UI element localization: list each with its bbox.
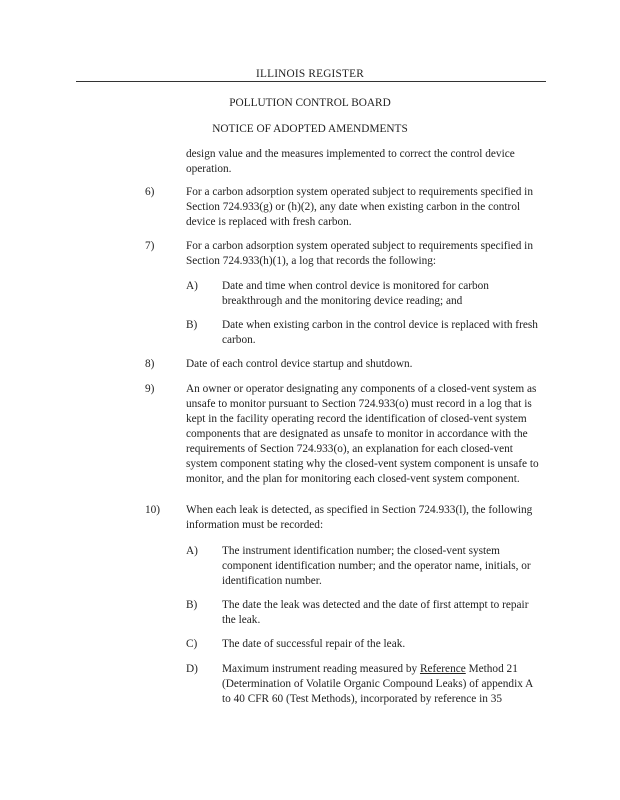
subitem-text: The instrument identification number; the closed-vent system component identification number; and the operator name, initials, or identification number. (222, 545, 531, 587)
item-number: 7) (145, 240, 155, 252)
subitem-letter: B) (186, 599, 198, 611)
subitem-letter: B) (186, 319, 198, 331)
subitem-text: The date the leak was detected and the date of first attempt to repair the leak. (222, 599, 529, 626)
subitem-text-after: Method 21 (Determination of Volatile Organic Compound Leaks) of appendix A to 40 CFR 60 (Test Methods), incorporated by reference in 35 (222, 663, 533, 705)
subitem-text (222, 662, 544, 707)
document-page: ILLINOIS REGISTER POLLUTION CONTROL BOARD NOTICE OF ADOPTED AMENDMENTS design value and the measures implemented to correct the control device operation. 6) For a carbon adsorption system operated subject to requirements specified in Section 724.933(g) or (h)(2), any date when existing carbon in the control device is replaced with fresh carbon. 7) For a carbon adsorption system operated subject to requirements specified in Section 724.933(h)(1), a log that records the following: A) Date and time when control device is monitored for carbon breakthrough and the monitoring device reading; and B) Date when existing carbon in the control device is replaced with fresh carbon. 8) Date of each control device startup and shutdown. 9) An owner or operator designating any components of a closed-vent system as unsafe to monitor pursuant to Section 724.933(o) must record in a log that is kept in the facility operating record the identification of closed-vent system components that are designated as unsafe to monitor in accordance with the requirements of Section 724.933(o), an explanation for each closed-vent system component stating why the closed-vent system component is unsafe to monitor, and the plan for monitoring each closed-vent system component. 10) When each leak is detected, as specified in Section 724.933(l), the following information must be recorded: A) The instrument identification number; the closed-vent system component identification number; and the operator name, initials, or identification number. B) The date the leak was detected and the date of first attempt to repair the leak. C) The date of successful repair of the leak. D) Maximum instrument reading measured by Reference Method 21 (Determination of Volatile Organic Compound Leaks) of appendix A to 40 CFR 60 (Test Methods), incorporated by reference in 35 (0, 0, 620, 800)
subitem-letter: A) (186, 545, 198, 557)
subitem-text: Date and time when control device is monitored for carbon breakthrough and the monitoring device reading; and (222, 280, 489, 307)
item-text: An owner or operator designating any components of a closed-vent system as unsafe to monitor pursuant to Section 724.933(o) must record in a log that is kept in the facility operating record the identification of closed-vent system components that are designated as unsafe to monitor in accordance with the requirements of Section 724.933(o), an explanation for each closed-vent system component stating why the closed-vent system component is unsafe to monitor, and the plan for monitoring each closed-vent system component. (186, 383, 539, 485)
subitem-text-before: Maximum instrument reading measured by (222, 663, 420, 675)
item-text: For a carbon adsorption system operated subject to requirements specified in Section 724.933(g) or (h)(2), any date when existing carbon in the control device is replaced with fresh carbon. (186, 186, 533, 228)
item-number: 8) (145, 358, 155, 370)
item-number: 10) (145, 504, 161, 516)
notice-title: NOTICE OF ADOPTED AMENDMENTS (212, 123, 408, 135)
register-title: ILLINOIS REGISTER (256, 68, 364, 80)
subitem-text: The date of successful repair of the leak. (222, 638, 406, 650)
subitem-letter: C) (186, 638, 198, 650)
item-number: 6) (145, 186, 155, 198)
subitem-text: Date when existing carbon in the control device is replaced with fresh carbon. (222, 319, 538, 346)
item-text: For a carbon adsorption system operated subject to requirements specified in Section 724.933(h)(1), a log that records the following: (186, 240, 533, 267)
board-title: POLLUTION CONTROL BOARD (229, 97, 391, 109)
reference-link[interactable]: Reference (419, 663, 466, 675)
header-rule (76, 81, 546, 82)
item-number: 9) (145, 383, 155, 395)
subitem-letter: A) (186, 280, 198, 292)
item-text: When each leak is detected, as specified in Section 724.933(l), the following information must be recorded: (186, 504, 533, 531)
item-text: Date of each control device startup and shutdown. (186, 358, 413, 370)
subitem-letter: D) (186, 663, 198, 675)
